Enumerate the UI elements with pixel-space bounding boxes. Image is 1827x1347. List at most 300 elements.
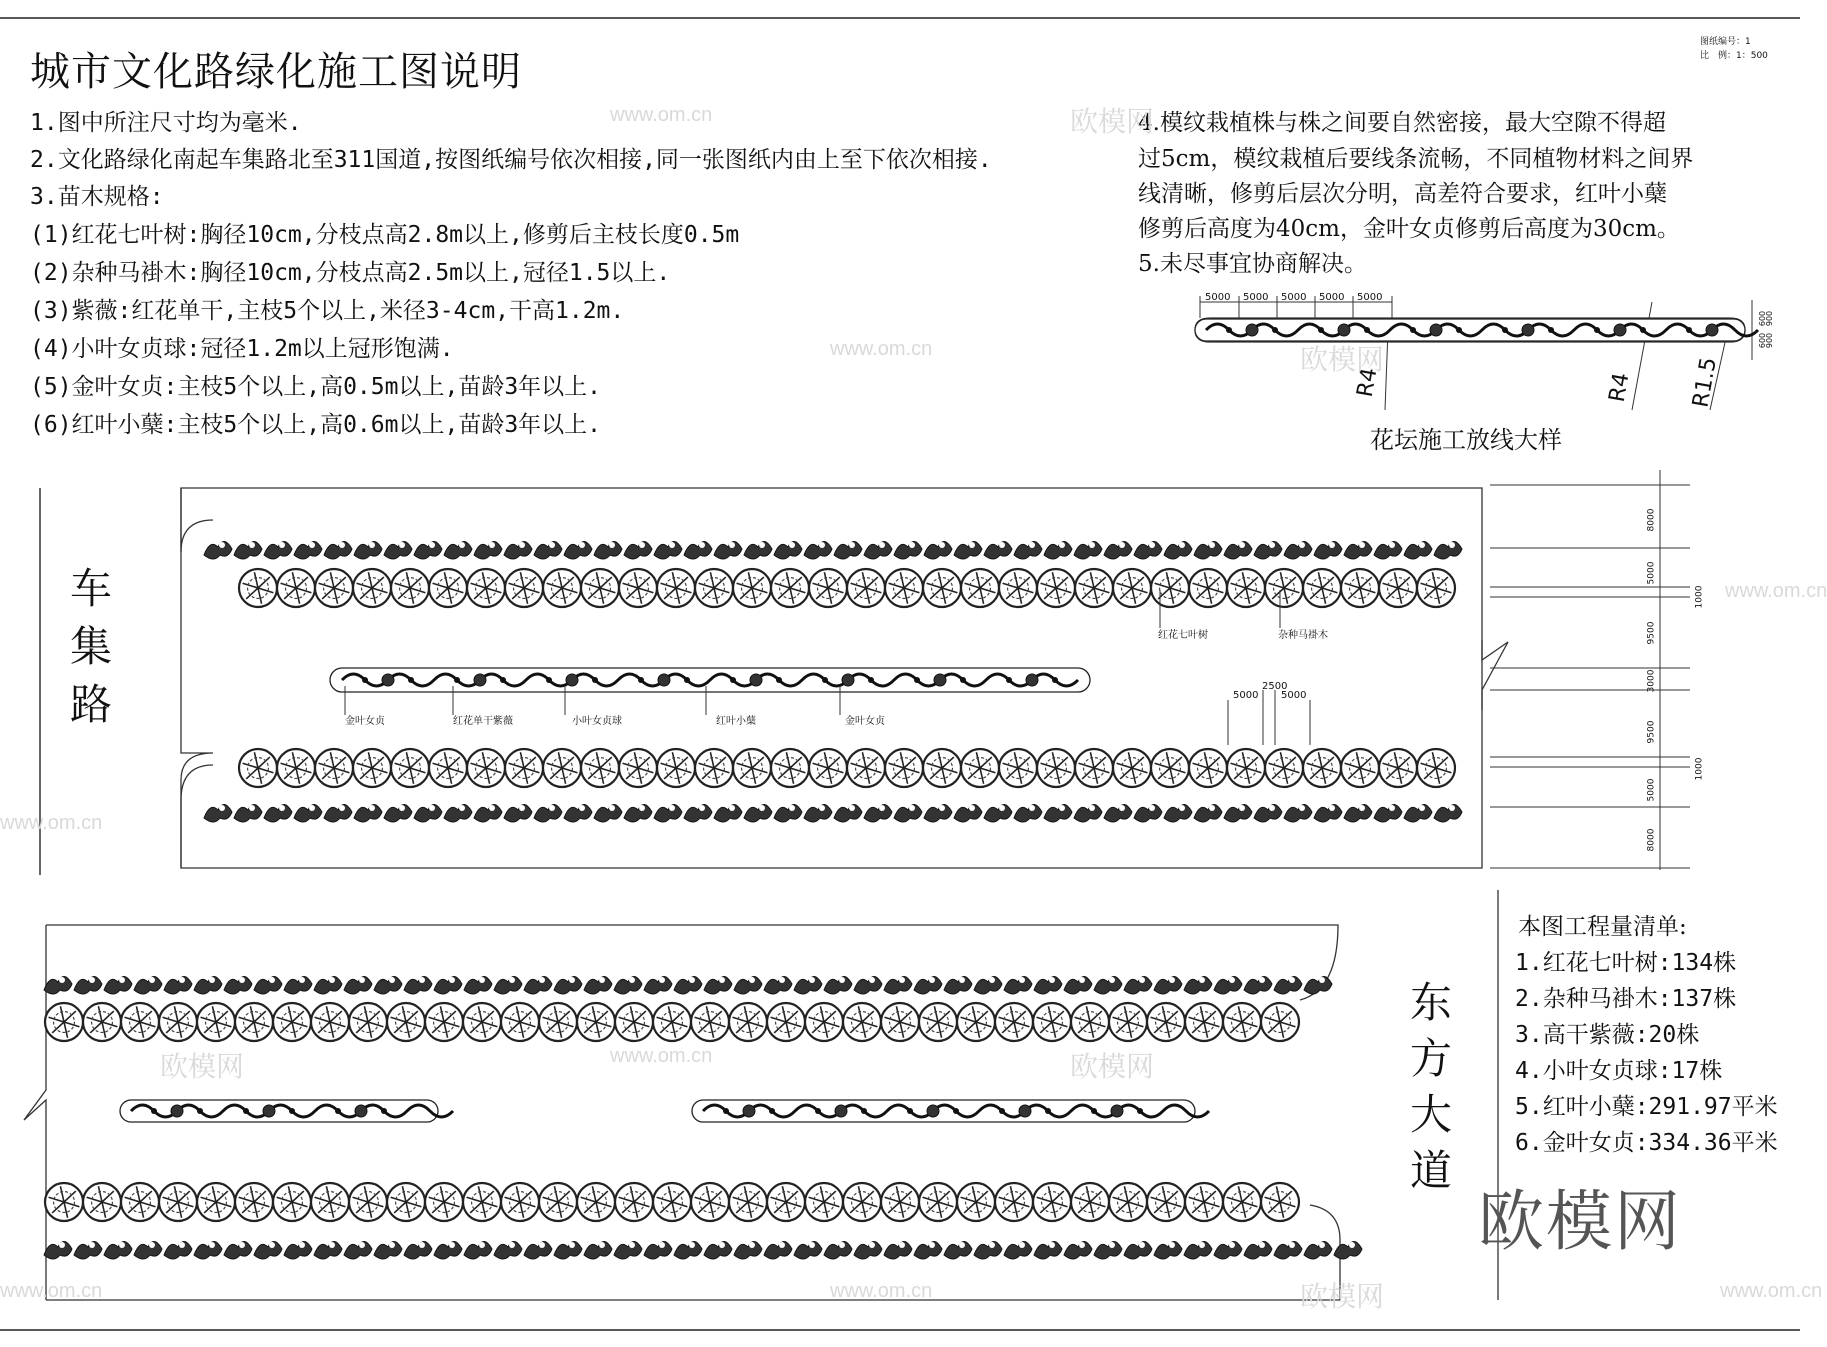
detail-dim: 5000: [1319, 292, 1345, 303]
shrub-symbol: [704, 976, 732, 994]
tree-symbol: [695, 749, 733, 787]
shrub-symbol: [264, 804, 292, 822]
tree-symbol: [1037, 569, 1075, 607]
tree-symbol: [315, 749, 353, 787]
shrub-symbol: [1304, 1241, 1332, 1259]
shrub-symbol: [354, 804, 382, 822]
note-line: (4)小叶女贞球:冠径1.2m以上冠形饱满.: [30, 336, 454, 362]
tree-symbol: [1147, 1003, 1185, 1041]
shrub-symbol: [1254, 541, 1282, 559]
detail-side-dim: 600: [1758, 310, 1768, 327]
tree-symbol: [1227, 569, 1265, 607]
shrub-symbol: [414, 804, 442, 822]
shrub-symbol: [1134, 541, 1162, 559]
tree-symbol: [1109, 1003, 1147, 1041]
shrub-symbol: [554, 976, 582, 994]
shrub-symbol: [384, 804, 412, 822]
shrub-symbol: [944, 1241, 972, 1259]
plant-label: 杂种马褂木: [1278, 630, 1328, 641]
section-dim: 5000: [1646, 561, 1657, 585]
section-dim: 1000: [1694, 585, 1705, 609]
tree-symbol: [429, 569, 467, 607]
shrub-symbol: [624, 804, 652, 822]
shrub-symbol: [1044, 541, 1072, 559]
tree-symbol: [657, 569, 695, 607]
tree-symbol: [315, 569, 353, 607]
shrub-symbol: [1094, 1241, 1122, 1259]
tree-symbol: [239, 749, 277, 787]
tree-symbol: [539, 1183, 577, 1221]
tree-symbol: [695, 569, 733, 607]
shrub-symbol: [1194, 541, 1222, 559]
tree-symbol: [923, 569, 961, 607]
tree-symbol: [999, 749, 1037, 787]
watermark: 欧模网: [1070, 106, 1155, 137]
shrub-symbol: [714, 804, 742, 822]
shrub-symbol: [1404, 804, 1432, 822]
quantity-title: 本图工程量清单:: [1518, 914, 1687, 940]
shrub-symbol: [1184, 976, 1212, 994]
shrub-symbol: [444, 804, 472, 822]
shrub-symbol: [254, 1241, 282, 1259]
shrub-symbol: [314, 1241, 342, 1259]
shrub-symbol: [1064, 1241, 1092, 1259]
flowerbed-detail: [1195, 296, 1752, 410]
shrub-symbol: [804, 541, 832, 559]
shrub-symbol: [1284, 541, 1312, 559]
tree-symbol: [1037, 749, 1075, 787]
shrub-symbol: [654, 541, 682, 559]
shrub-symbol: [794, 1241, 822, 1259]
shrub-symbol: [804, 804, 832, 822]
tree-symbol: [847, 749, 885, 787]
tree-symbol: [957, 1183, 995, 1221]
tree-symbol: [995, 1183, 1033, 1221]
shrub-symbol: [644, 1241, 672, 1259]
note-line: (3)紫薇:红花单干,主枝5个以上,米径3-4cm,干高1.2m.: [30, 298, 625, 324]
shrub-symbol: [1164, 804, 1192, 822]
tree-symbol: [1075, 749, 1113, 787]
shrub-symbol: [284, 976, 312, 994]
shrub-symbol: [1154, 1241, 1182, 1259]
tree-symbol: [1379, 749, 1417, 787]
note-line: 3.苗木规格:: [30, 184, 164, 210]
tree-symbol: [1341, 749, 1379, 787]
detail-dim: 5000: [1243, 292, 1269, 303]
tree-symbol: [1071, 1183, 1109, 1221]
tree-symbol: [961, 569, 999, 607]
note-line-right: 4.模纹栽植株与株之间要自然密接，最大空隙不得超: [1138, 110, 1666, 136]
shrub-symbol: [884, 976, 912, 994]
shrub-symbol: [734, 976, 762, 994]
tree-symbol: [1075, 569, 1113, 607]
tree-symbol: [235, 1183, 273, 1221]
radius-label: R4: [1352, 365, 1383, 400]
section-dim: 8000: [1646, 828, 1657, 852]
shrub-symbol: [1154, 976, 1182, 994]
shrub-symbol: [204, 804, 232, 822]
tree-symbol: [349, 1183, 387, 1221]
shrub-symbol: [1274, 1241, 1302, 1259]
shrub-symbol: [564, 541, 592, 559]
tree-symbol: [885, 569, 923, 607]
shrub-symbol: [1404, 541, 1432, 559]
tree-symbol: [277, 749, 315, 787]
sheet-number: 图纸编号：1: [1700, 37, 1751, 47]
tree-symbol: [1303, 749, 1341, 787]
tree-symbol: [543, 569, 581, 607]
tree-symbol: [273, 1003, 311, 1041]
tree-symbol: [1071, 1003, 1109, 1041]
tree-symbol: [425, 1183, 463, 1221]
shrub-symbol: [344, 976, 372, 994]
note-line: 1.图中所注尺寸均为毫米.: [30, 110, 302, 136]
shrub-symbol: [894, 804, 922, 822]
tree-symbol: [1265, 749, 1303, 787]
tree-symbol: [83, 1003, 121, 1041]
tree-symbol: [391, 749, 429, 787]
shrub-symbol: [864, 804, 892, 822]
tree-symbol: [467, 749, 505, 787]
shrub-symbol: [714, 541, 742, 559]
tree-symbol: [1265, 569, 1303, 607]
tree-symbol: [1303, 569, 1341, 607]
tree-symbol: [923, 749, 961, 787]
shrub-symbol: [854, 1241, 882, 1259]
shrub-symbol: [674, 976, 702, 994]
tree-symbol: [311, 1003, 349, 1041]
detail-dim: 5000: [1357, 292, 1383, 303]
shrub-symbol: [1344, 804, 1372, 822]
spacing-dim: 5000: [1281, 690, 1307, 701]
shrub-symbol: [974, 976, 1002, 994]
shrub-symbol: [1124, 1241, 1152, 1259]
watermark: 欧模网: [1070, 1051, 1155, 1082]
tree-symbol: [1033, 1003, 1071, 1041]
tree-symbol: [159, 1003, 197, 1041]
tree-symbol: [1185, 1183, 1223, 1221]
tree-symbol: [653, 1183, 691, 1221]
watermark: www.om.cn: [0, 812, 103, 834]
shrub-symbol: [584, 1241, 612, 1259]
watermark: www.om.cn: [610, 104, 713, 126]
tree-symbol: [505, 749, 543, 787]
shrub-symbol: [354, 541, 382, 559]
tree-symbol: [197, 1183, 235, 1221]
quantity-item: 3.高干紫薇:20株: [1515, 1022, 1700, 1048]
tree-symbol: [1185, 1003, 1223, 1041]
section-dim: 1000: [1694, 757, 1705, 781]
tree-symbol: [1189, 569, 1227, 607]
tree-symbol: [767, 1003, 805, 1041]
tree-symbol: [999, 569, 1037, 607]
shrub-symbol: [1254, 804, 1282, 822]
tree-symbol: [1261, 1183, 1299, 1221]
shrub-symbol: [1304, 976, 1332, 994]
shrub-symbol: [1034, 1241, 1062, 1259]
tree-symbol: [1033, 1183, 1071, 1221]
shrub-symbol: [1284, 804, 1312, 822]
tree-symbol: [577, 1003, 615, 1041]
tree-symbol: [581, 749, 619, 787]
tree-symbol: [467, 569, 505, 607]
shrub-symbol: [1274, 976, 1302, 994]
shrub-symbol: [824, 976, 852, 994]
shrub-symbol: [954, 541, 982, 559]
shrub-symbol: [1434, 804, 1462, 822]
tree-symbol: [1113, 569, 1151, 607]
shrub-symbol: [434, 976, 462, 994]
shrub-symbol: [324, 541, 352, 559]
shrub-symbol: [494, 1241, 522, 1259]
shrub-symbol: [294, 541, 322, 559]
watermark: www.om.cn: [830, 1280, 933, 1302]
shrub-symbol: [164, 1241, 192, 1259]
note-line-right: 过5cm，模纹栽植后要线条流畅，不同植物材料之间界: [1138, 146, 1694, 172]
shrub-symbol: [1184, 1241, 1212, 1259]
shrub-symbol: [294, 804, 322, 822]
note-line: (6)红叶小蘖:主枝5个以上,高0.6m以上,苗龄3年以上.: [30, 412, 602, 438]
shrub-symbol: [864, 541, 892, 559]
shrub-symbol: [344, 1241, 372, 1259]
shrub-symbol: [1004, 976, 1032, 994]
shrub-symbol: [464, 976, 492, 994]
flower-strip: [1195, 319, 1758, 341]
shrub-symbol: [914, 1241, 942, 1259]
tree-symbol: [847, 569, 885, 607]
shrub-symbol: [444, 541, 472, 559]
quantity-item: 6.金叶女贞:334.36平米: [1515, 1130, 1778, 1156]
shrub-symbol: [674, 1241, 702, 1259]
shrub-symbol: [234, 541, 262, 559]
tree-symbol: [619, 569, 657, 607]
shrub-symbol: [1074, 804, 1102, 822]
shrub-symbol: [1004, 1241, 1032, 1259]
tree-symbol: [1379, 569, 1417, 607]
shrub-symbol: [1194, 804, 1222, 822]
tree-symbol: [539, 1003, 577, 1041]
shrub-symbol: [614, 1241, 642, 1259]
shrub-symbol: [614, 976, 642, 994]
shrub-symbol: [1064, 976, 1092, 994]
shrub-symbol: [224, 976, 252, 994]
tree-symbol: [353, 569, 391, 607]
shrub-symbol: [1244, 976, 1272, 994]
shrub-symbol: [1014, 541, 1042, 559]
shrub-symbol: [1334, 1241, 1362, 1259]
detail-title: 花坛施工放线大样: [1370, 426, 1562, 454]
tree-symbol: [995, 1003, 1033, 1041]
shrub-symbol: [954, 804, 982, 822]
shrub-symbol: [504, 804, 532, 822]
shrub-symbol: [384, 541, 412, 559]
watermark: 欧模网: [160, 1051, 245, 1082]
flower-strip: [120, 1100, 453, 1122]
watermark: 欧模网: [1300, 344, 1385, 375]
tree-symbol: [1417, 569, 1455, 607]
shrub-symbol: [434, 1241, 462, 1259]
tree-symbol: [501, 1003, 539, 1041]
plant-label: 金叶女贞: [845, 716, 885, 727]
shrub-symbol: [744, 541, 772, 559]
tree-symbol: [197, 1003, 235, 1041]
tree-symbol: [919, 1183, 957, 1221]
tree-symbol: [581, 569, 619, 607]
watermark: www.om.cn: [0, 1280, 103, 1302]
shrub-symbol: [1314, 804, 1342, 822]
watermark: 欧模网: [1300, 1281, 1385, 1312]
shrub-symbol: [254, 976, 282, 994]
tree-symbol: [615, 1183, 653, 1221]
flower-strip: [692, 1100, 1209, 1122]
shrub-symbol: [1314, 541, 1342, 559]
tree-symbol: [1113, 749, 1151, 787]
shrub-symbol: [404, 976, 432, 994]
shrub-symbol: [624, 541, 652, 559]
spacing-dim: 2500: [1262, 681, 1288, 692]
shrub-symbol: [684, 541, 712, 559]
shrub-symbol: [44, 976, 72, 994]
detail-side-dim: 900: [1765, 332, 1775, 349]
shrub-symbol: [74, 976, 102, 994]
note-line: (5)金叶女贞:主枝5个以上,高0.5m以上,苗龄3年以上.: [30, 374, 602, 400]
tree-symbol: [881, 1183, 919, 1221]
tree-symbol: [463, 1003, 501, 1041]
tree-symbol: [809, 749, 847, 787]
shrub-symbol: [204, 541, 232, 559]
note-line-right: 5.未尽事宜协商解决。: [1138, 251, 1367, 277]
shrub-symbol: [1214, 976, 1242, 994]
shrub-symbol: [74, 1241, 102, 1259]
tree-symbol: [1223, 1183, 1261, 1221]
spacing-dim: 5000: [1233, 690, 1259, 701]
road-name-dongfang: 东 方 大 道: [1410, 978, 1453, 1195]
tree-symbol: [1189, 749, 1227, 787]
section-dim: 5000: [1646, 778, 1657, 802]
section-dim: 8000: [1646, 508, 1657, 532]
quantity-item: 4.小叶女贞球:17株: [1515, 1058, 1723, 1084]
sheet-scale: 比 例：1：500: [1700, 51, 1768, 61]
tree-symbol: [387, 1003, 425, 1041]
note-line: 2.文化路绿化南起车集路北至311国道,按图纸编号依次相接,同一张图纸内由上至下依次相接.: [30, 147, 992, 173]
plant-label: 金叶女贞: [345, 716, 385, 727]
shrub-symbol: [1034, 976, 1062, 994]
section-dim: 9500: [1646, 720, 1657, 744]
tree-symbol: [463, 1183, 501, 1221]
shrub-symbol: [824, 1241, 852, 1259]
tree-symbol: [729, 1003, 767, 1041]
shrub-symbol: [684, 804, 712, 822]
radius-label: R4: [1604, 370, 1635, 405]
tree-symbol: [653, 1003, 691, 1041]
shrub-symbol: [984, 804, 1012, 822]
shrub-symbol: [134, 976, 162, 994]
tree-symbol: [277, 569, 315, 607]
radius-label: R1.5: [1688, 355, 1722, 410]
shrub-symbol: [1074, 541, 1102, 559]
shrub-symbol: [1344, 541, 1372, 559]
shrub-symbol: [764, 1241, 792, 1259]
shrub-symbol: [224, 1241, 252, 1259]
tree-symbol: [391, 569, 429, 607]
tree-symbol: [771, 749, 809, 787]
tree-symbol: [733, 569, 771, 607]
shrub-symbol: [134, 1241, 162, 1259]
shrub-symbol: [1104, 804, 1132, 822]
tree-symbol: [45, 1183, 83, 1221]
tree-symbol: [387, 1183, 425, 1221]
shrub-symbol: [1124, 976, 1152, 994]
tree-symbol: [729, 1183, 767, 1221]
shrub-symbol: [834, 804, 862, 822]
shrub-symbol: [944, 976, 972, 994]
tree-symbol: [1261, 1003, 1299, 1041]
plant-label: 红花七叶树: [1158, 630, 1208, 641]
tree-symbol: [919, 1003, 957, 1041]
tree-symbol: [425, 1003, 463, 1041]
shrub-symbol: [1214, 1241, 1242, 1259]
shrub-symbol: [1224, 804, 1252, 822]
tree-symbol: [767, 1183, 805, 1221]
detail-side-dim: 900: [1765, 310, 1775, 327]
shrub-symbol: [974, 1241, 1002, 1259]
page-title: 城市文化路绿化施工图说明: [30, 49, 522, 95]
shrub-symbol: [1164, 541, 1192, 559]
shrub-symbol: [374, 976, 402, 994]
shrub-symbol: [284, 1241, 312, 1259]
shrub-symbol: [644, 976, 672, 994]
tree-symbol: [1147, 1183, 1185, 1221]
shrub-symbol: [474, 804, 502, 822]
shrub-symbol: [924, 804, 952, 822]
shrub-symbol: [524, 1241, 552, 1259]
shrub-symbol: [1104, 541, 1132, 559]
tree-symbol: [771, 569, 809, 607]
note-line-right: 线清晰，修剪后层次分明，高差符合要求，红叶小蘖: [1138, 181, 1667, 207]
brand-logo-text: 欧模网: [1478, 1183, 1682, 1260]
shrub-symbol: [524, 976, 552, 994]
tree-symbol: [505, 569, 543, 607]
detail-side-dim: 600: [1758, 332, 1768, 349]
tree-symbol: [733, 749, 771, 787]
tree-symbol: [83, 1183, 121, 1221]
tree-symbol: [1151, 749, 1189, 787]
shrub-symbol: [474, 541, 502, 559]
tree-symbol: [429, 749, 467, 787]
tree-symbol: [577, 1183, 615, 1221]
tree-symbol: [273, 1183, 311, 1221]
plant-label: 红叶小蘖: [716, 716, 756, 727]
tree-symbol: [1151, 569, 1189, 607]
tree-symbol: [543, 749, 581, 787]
shrub-symbol: [854, 976, 882, 994]
tree-symbol: [239, 569, 277, 607]
shrub-symbol: [264, 541, 292, 559]
tree-symbol: [805, 1183, 843, 1221]
tree-symbol: [1341, 569, 1379, 607]
shrub-symbol: [494, 976, 522, 994]
tree-symbol: [961, 749, 999, 787]
tree-symbol: [121, 1003, 159, 1041]
shrub-symbol: [834, 541, 862, 559]
shrub-symbol: [1374, 541, 1402, 559]
lower-green-belt: [24, 890, 1498, 1300]
shrub-symbol: [414, 541, 442, 559]
tree-symbol: [843, 1003, 881, 1041]
shrub-symbol: [324, 804, 352, 822]
quantity-item: 1.红花七叶树:134株: [1515, 950, 1737, 976]
shrub-symbol: [1434, 541, 1462, 559]
